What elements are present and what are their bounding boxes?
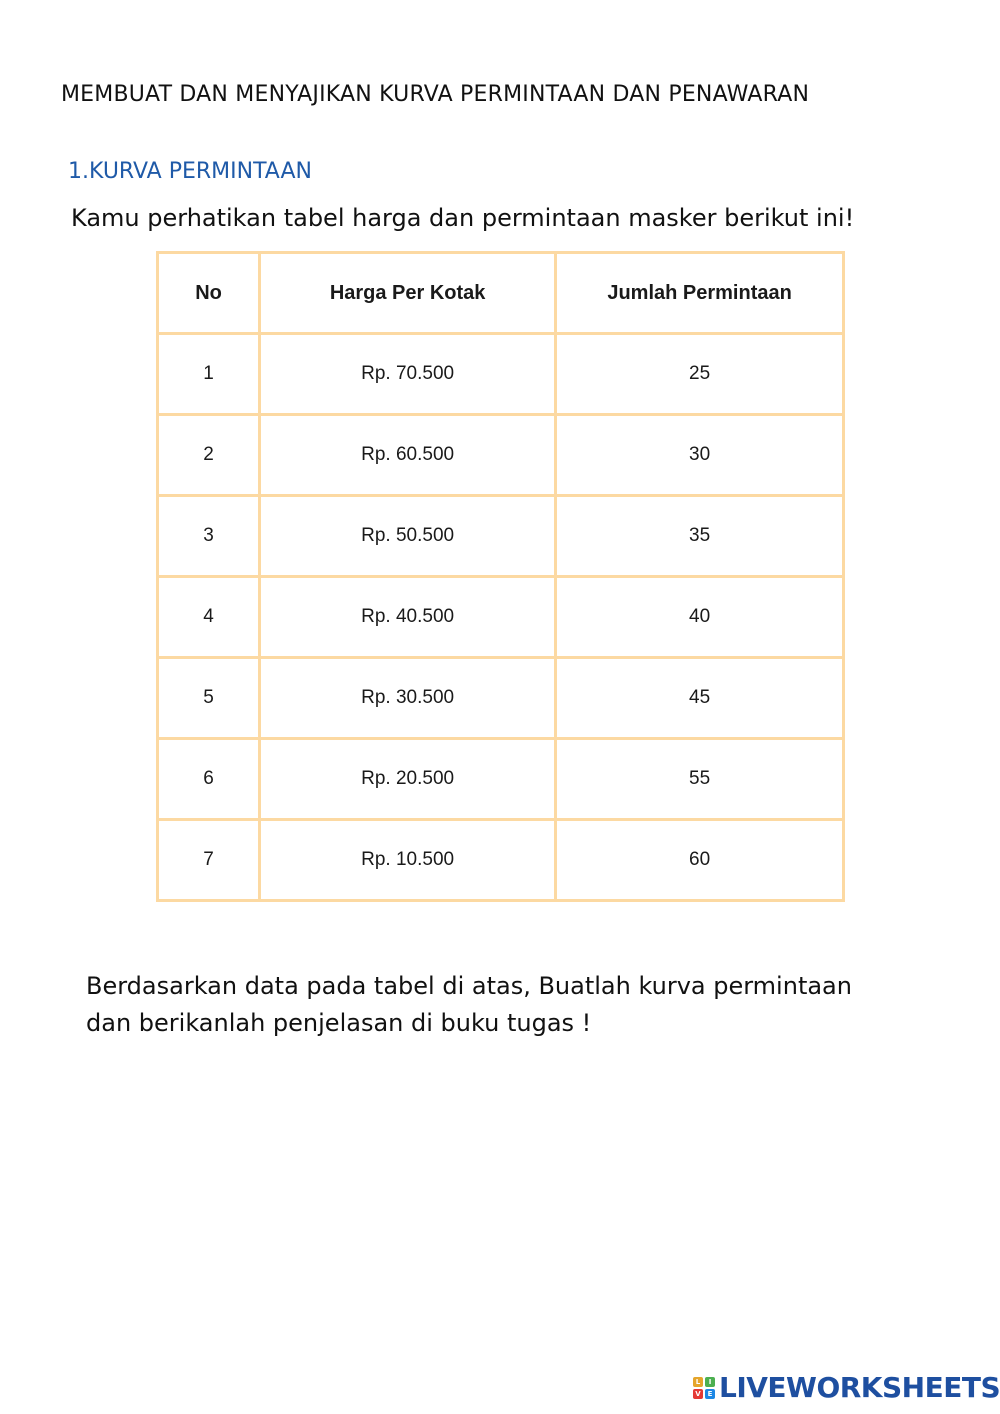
table-row (158, 739, 844, 820)
table-row (158, 334, 844, 415)
cell-no: 4 (158, 577, 260, 658)
logo-square: E (705, 1389, 715, 1399)
cell-no: 1 (158, 334, 260, 415)
cell-no: 5 (158, 658, 260, 739)
cell-quantity: 30 (556, 415, 844, 496)
table-header-row (158, 253, 844, 334)
cell-no: 7 (158, 820, 260, 901)
cell-price: Rp. 40.500 (260, 577, 556, 658)
cell-quantity: 25 (556, 334, 844, 415)
table-row (158, 658, 844, 739)
table-row (158, 496, 844, 577)
task-instructions (86, 968, 946, 1042)
cell-price: Rp. 70.500 (260, 334, 556, 415)
page-title: MEMBUAT DAN MENYAJIKAN KURVA PERMINTAAN DAN PENAWARAN (61, 82, 810, 107)
header-no: No (158, 253, 260, 334)
header-price: Harga Per Kotak (260, 253, 556, 334)
table-row (158, 415, 844, 496)
cell-quantity: 55 (556, 739, 844, 820)
cell-quantity: 60 (556, 820, 844, 901)
cell-quantity: 45 (556, 658, 844, 739)
cell-price: Rp. 10.500 (260, 820, 556, 901)
cell-price: Rp. 50.500 (260, 496, 556, 577)
cell-no: 6 (158, 739, 260, 820)
logo-square: V (693, 1389, 703, 1399)
section-heading: 1.KURVA PERMINTAAN (68, 159, 312, 184)
cell-quantity: 40 (556, 577, 844, 658)
instruction-text: Kamu perhatikan tabel harga dan permintaan masker berikut ini! (71, 204, 855, 232)
logo-square: L (693, 1377, 703, 1387)
brand-name: LIVEWORKSHEETS (719, 1371, 1000, 1404)
logo-square: I (705, 1377, 715, 1387)
price-demand-table (156, 251, 845, 902)
cell-price: Rp. 30.500 (260, 658, 556, 739)
cell-no: 2 (158, 415, 260, 496)
cell-quantity: 35 (556, 496, 844, 577)
table-row (158, 577, 844, 658)
liveworksheets-logo-icon (693, 1377, 715, 1399)
liveworksheets-logo[interactable] (693, 1371, 1000, 1404)
table-row (158, 820, 844, 901)
cell-price: Rp. 20.500 (260, 739, 556, 820)
header-quantity: Jumlah Permintaan (556, 253, 844, 334)
task-line: dan berikanlah penjelasan di buku tugas ! (86, 1009, 592, 1037)
cell-no: 3 (158, 496, 260, 577)
cell-price: Rp. 60.500 (260, 415, 556, 496)
task-line: Berdasarkan data pada tabel di atas, Buatlah kurva permintaan (86, 972, 852, 1000)
